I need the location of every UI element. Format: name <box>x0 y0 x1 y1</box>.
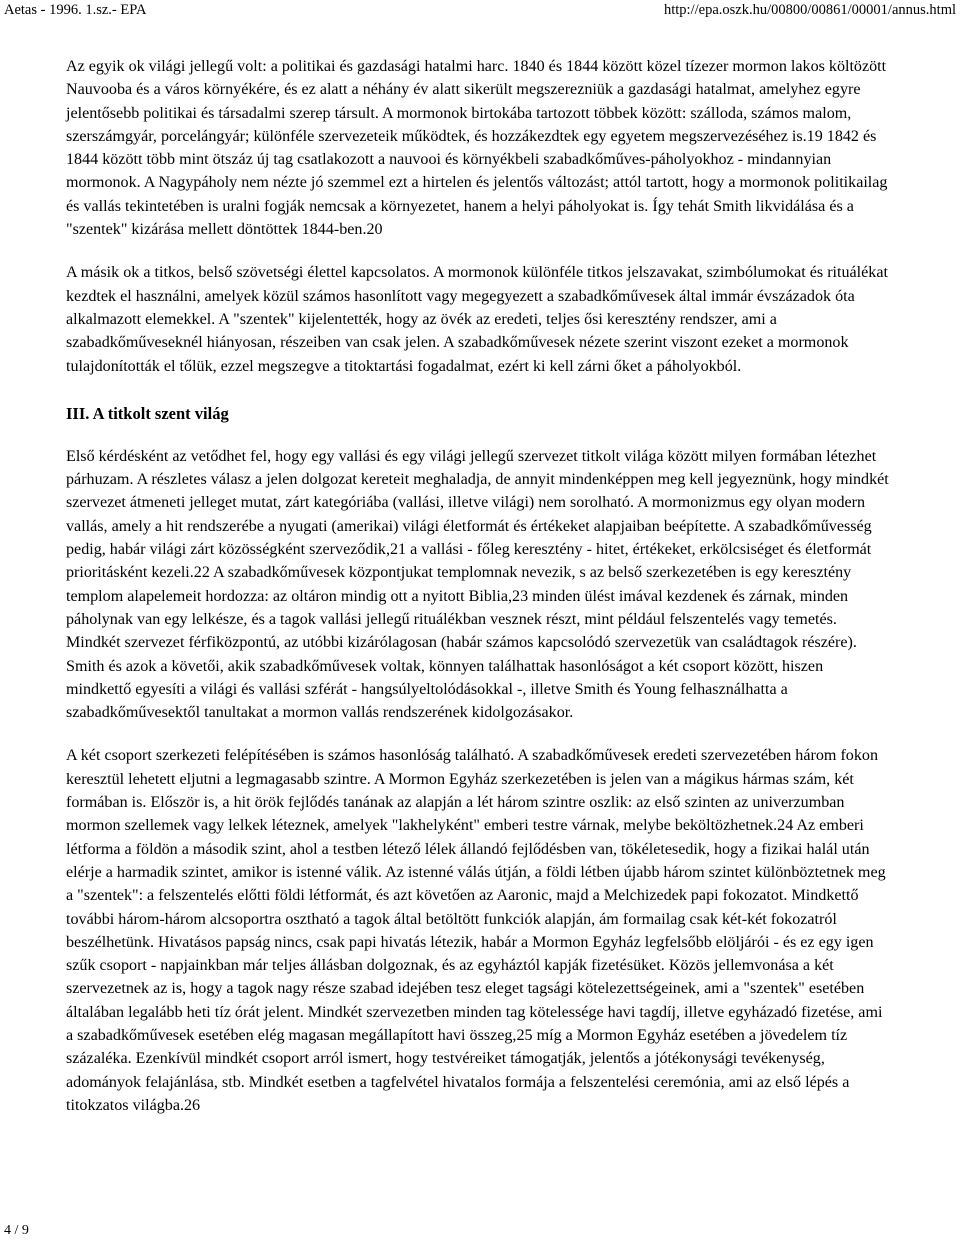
page-number: 4 / 9 <box>4 1223 29 1238</box>
print-header <box>0 0 960 20</box>
article-body <box>66 55 892 1117</box>
paragraph-structural-similarity: A két csoport szerkezeti felépítésében is számos hasonlóság található. A szabadkőművesek eredeti szervezetében három fokon keresztül lehetett eljutni a legmagasabb szintre. A Mormon Egyház szerkezetében is jelen van a mágikus hármas szám, két formában is. Először is, a hit örök fejlődés tanának az alapján a lét három szintre oszlik: az első szinten az univerzumban mormon szellemek vagy lelkek léteznek, amelyek "lakhelyként" emberi testre várnak, melybe beköltözhetnek.24 Az emberi létforma a földön a második szint, ahol a testben létező lélek állandó fejlődésben van, tökéletesedik, hogy a fizikai halál után elérje a harmadik szintet, amikor is istenné válik. Az istenné válás útján, a földi létben újabb három szintet különböztetnek meg a "szentek": a felszentelés előtti földi létformát, és azt követően az Aaronic, majd a Melchizedek papi fokozatot. Mindkettő további három-három alcsoportra osztható a tagok által betöltött funkciók alapján, ám formailag csak két-két fokozatról beszélhetünk. Hivatásos papság nincs, csak papi hivatás létezik, habár a Mormon Egyház legfelsőbb elöljárói - és ez egy igen szűk csoport - napjainkban már teljes állásban dolgoznak, és az egyháztól kapják fizetésüket. Közös jellemvonása a két szervezetnek az is, hogy a tagok nagy része szabad idejében tesz eleget tagsági kötelezettségeinek, ami a "szentek" esetében általában legalább heti tíz órát jelent. Mindkét szervezetben minden tag kötelessége havi tagdíj, illetve egyházadó fizetése, ami a szabadkőművesek esetében elég magasan megállapított havi összeg,25 míg a Mormon Egyház esetében a jövedelem tíz százaléka. Ezenkívül mindkét csoport arról ismert, hogy testvéreiket támogatják, jelentős a jótékonysági tevékenység, adományok felajánlása, stb. Mindkét esetben a tagfelvétel hivatalos formája a felszentelési ceremónia, ami az első lépés a titokzatos világba.26 <box>66 747 886 1114</box>
header-url: http://epa.oszk.hu/00800/00861/00001/annus.html <box>664 2 956 18</box>
paragraph-secret-covenant-reason: A másik ok a titkos, belső szövetségi élettel kapcsolatos. A mormonok különféle titkos jelszavakat, szimbólumokat és rituálékat kezdtek el használni, amelyek közül számos hasonlított vagy megegyezett a szabadkőművesek által immár évszázadok óta alkalmazott elemekkel. A "szentek" kijelentették, hogy az övék az eredeti, teljes ősi keresztény rendszer, ami a szabadkőműveseknél hiányosan, részeiben van csak jelen. A szabadkőművesek nézete szerint viszont ezeket a mormonok tulajdonították el tőlük, ezzel megszegve a titoktartási fogadalmat, ezért ki kell zárni őket a páholyokból. <box>66 264 888 375</box>
section-heading: III. A titkolt szent világ <box>66 403 229 423</box>
paragraph-parallels: Első kérdésként az vetődhet fel, hogy egy vallási és egy világi jellegű szervezet titkolt világa között milyen formában létezhet párhuzam. A részletes válasz a jelen dolgozat kereteit meghaladja, de annyit mindenképpen meg kell jegyeznünk, hogy mindkét szervezet átmeneti jelleget mutat, zárt kategóriába (vallási, illetve világi) nem sorolható. A mormonizmus egy olyan modern vallás, amely a hit rendszerébe a nyugati (amerikai) világi életformát és értékeket alapjaiban beépítette. A szabadkőművesség pedig, habár világi zárt közösségként szerveződik,21 a vallási - főleg keresztény - hitet, értékeket, erkölcsiséget és életformát prioritásként kezeli.22 A szabadkőművesek központjukat templomnak nevezik, s az belső szerkezetében is egy keresztény templom alapelemeit hordozza: az oltáron mindig ott a nyitott Biblia,23 minden ülést imával kezdenek és zárnak, minden páholynak van egy lelkésze, és a tagok vallási jellegű rituálékban vesznek részt, mint például felszentelés vagy temetés. Mindkét szervezet férfiközpontú, az utóbbi kizárólagosan (habár számos kapcsolódó szervezetük van családtagok részére). Smith és azok a követői, akik szabadkőművesek voltak, könnyen találhattak hasonlóságot a két csoport között, hiszen mindkettő egyesíti a világi és vallási szférát - hangsúlyeltolódásokkal -, illetve Smith és Young felhasználhatta a szabadkőművesektől tanultakat a mormon vallás rendszerének kidolgozásakor. <box>66 447 889 722</box>
header-page-title: Aetas - 1996. 1.sz.- EPA <box>4 2 147 18</box>
paragraph-political-economic-reason: Az egyik ok világi jellegű volt: a politikai és gazdasági hatalmi harc. 1840 és 1844 között közel tízezer mormon lakos költözött Nauvooba és a város környékére, és ez alatt a néhány év alatt sikerült megszerezniük a gazdasági hatalmat, amelyhez egyre jelentősebb politikai és társadalmi szerep társult. A mormonok birtokába tartozott többek között: szálloda, számos malom, szerszámgyár, porcelángyár; különféle szervezeteik működtek, és hozzákezdtek egy egyetem megszervezéséhez is.19 1842 és 1844 között több mint ötszáz új tag csatlakozott a nauvooi és környékbeli szabadkőműves-páholyokhoz - mindannyian mormonok. A Nagypáholy nem nézte jó szemmel ezt a hirtelen és jelentős változást; attól tartott, hogy a mormonok politikailag és vallás tekintetében is uralni fogják nemcsak a környezetet, hanem a helyi páholyokat is. Így tehát Smith likvidálása és a "szentek" kizárása mellett döntöttek 1844-ben.20 <box>66 58 888 239</box>
